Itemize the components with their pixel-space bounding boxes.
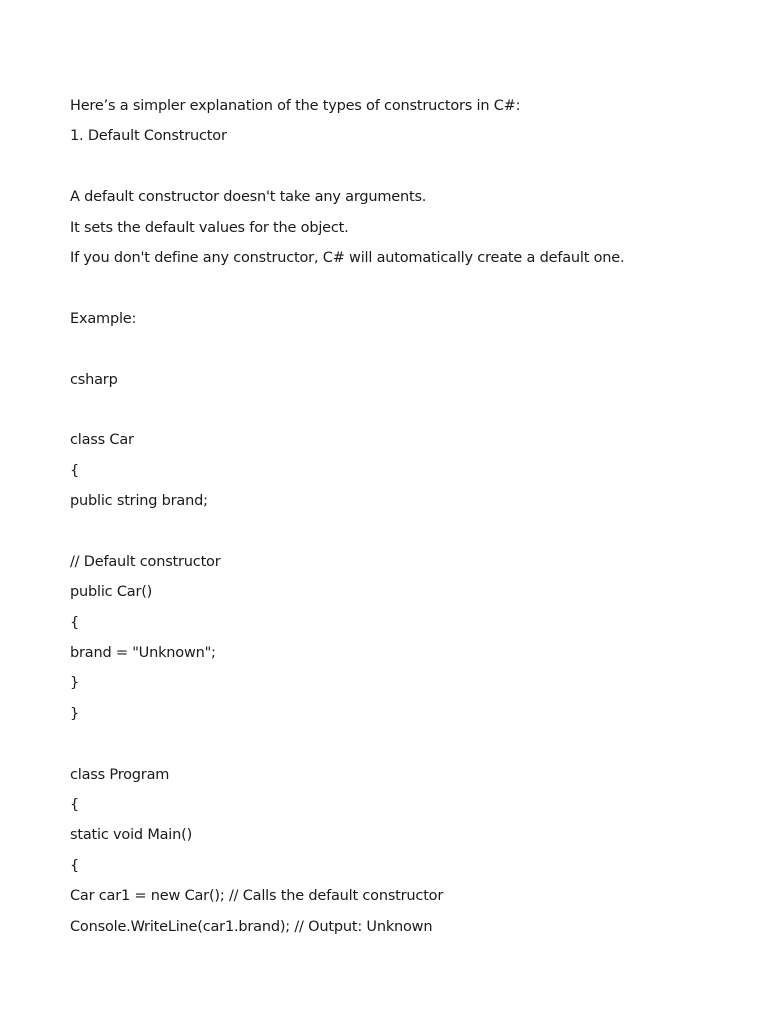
text-line: A default constructor doesn't take any arguments. [70, 189, 427, 206]
blank-line [70, 395, 730, 425]
code-language-label: csharp [70, 371, 118, 388]
document-body [70, 91, 730, 942]
code-line: public Car() [70, 584, 153, 601]
code-line: brand = "Unknown"; [70, 645, 216, 662]
blank-line [70, 152, 730, 182]
code-line: } [70, 705, 80, 722]
code-line: public string brand; [70, 493, 208, 510]
blank-line [70, 729, 730, 759]
code-line: class Car [70, 432, 134, 449]
text-line: If you don't define any constructor, C# will automatically create a default one. [70, 249, 625, 266]
code-line: { [70, 857, 80, 874]
intro-line: Here’s a simpler explanation of the types of constructors in C#: [70, 98, 521, 114]
code-line: { [70, 614, 80, 631]
blank-line [70, 273, 730, 303]
code-line: { [70, 462, 80, 479]
code-line: { [70, 796, 80, 813]
code-line: static void Main() [70, 827, 193, 844]
code-line: // Default constructor [70, 553, 221, 570]
section-heading: 1. Default Constructor [70, 128, 227, 145]
text-line: It sets the default values for the object. [70, 219, 349, 236]
code-line: } [70, 675, 80, 692]
example-label: Example: [70, 310, 137, 327]
blank-line [70, 334, 730, 364]
code-line: Console.WriteLine(car1.brand); // Output: Unknown [70, 918, 433, 935]
blank-line [70, 516, 730, 546]
code-line: Car car1 = new Car(); // Calls the default constructor [70, 888, 444, 905]
code-line: class Program [70, 766, 170, 783]
